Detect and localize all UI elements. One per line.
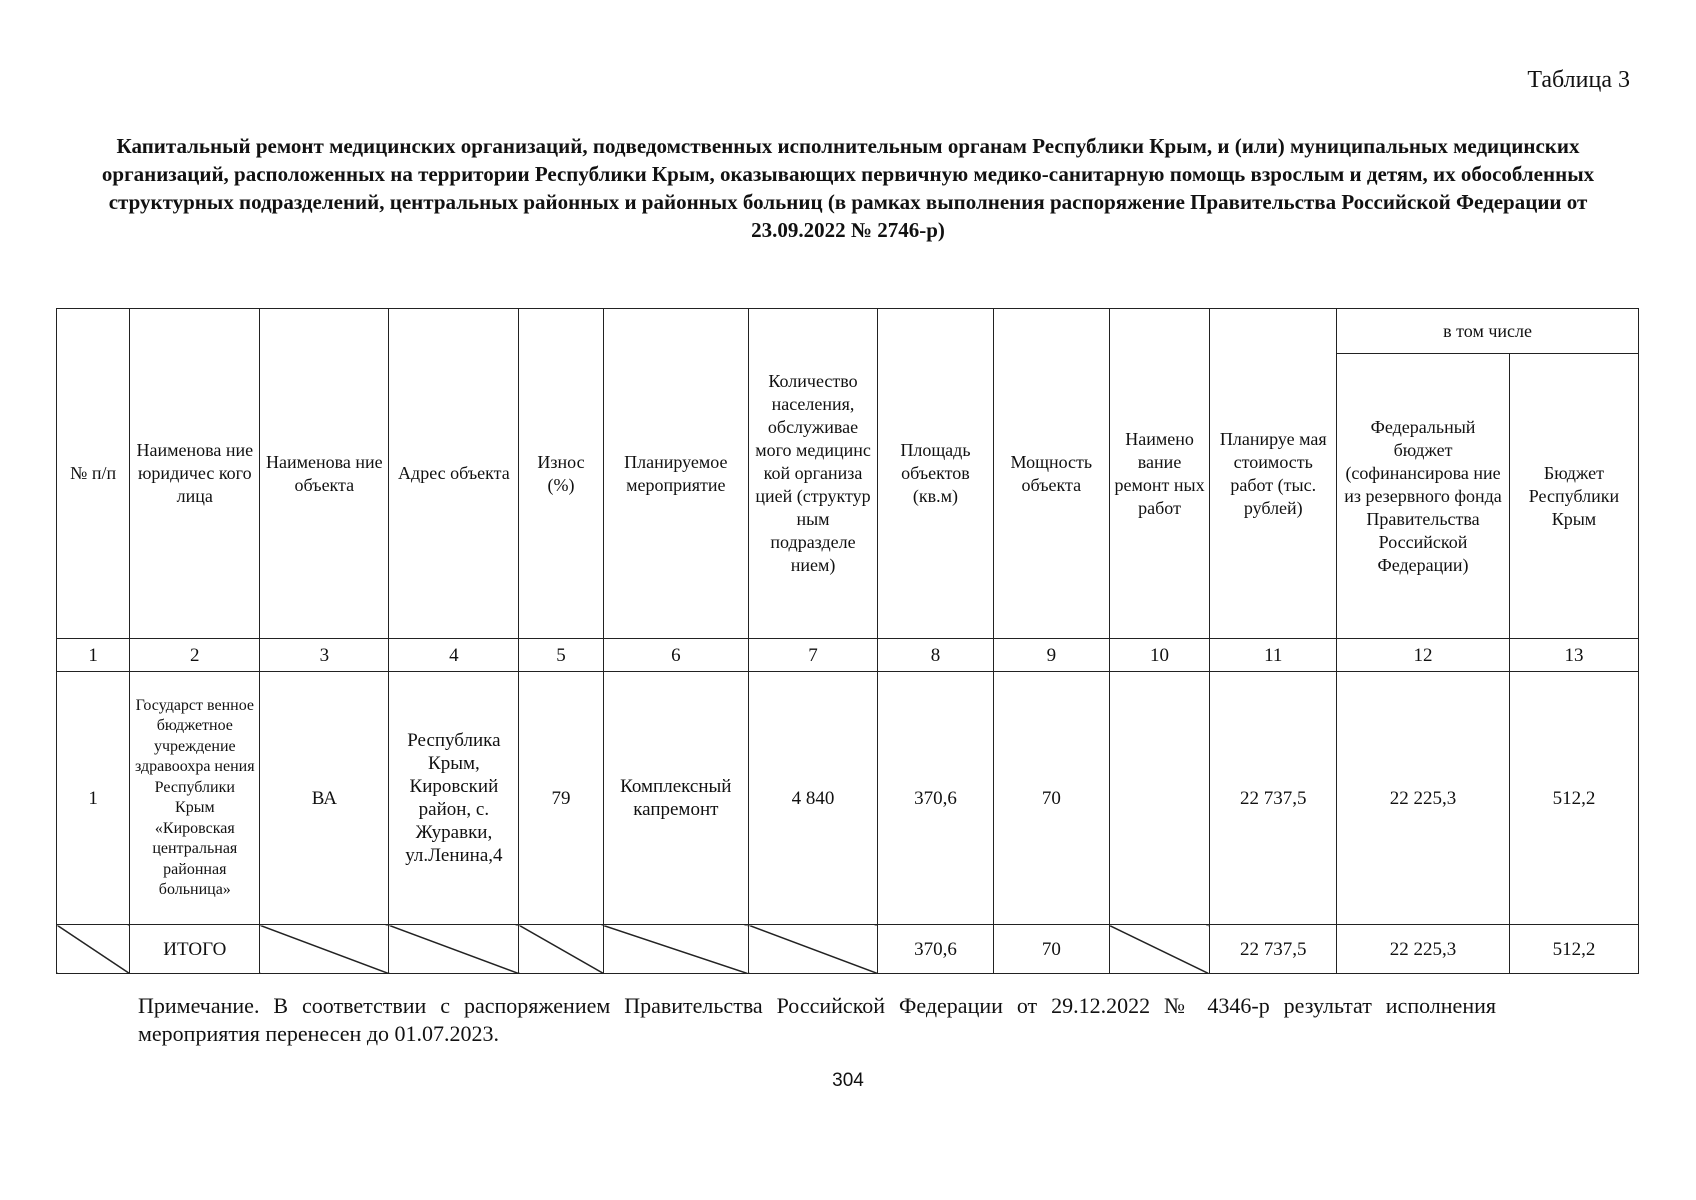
header-area: Площадь объектов (кв.м): [878, 309, 994, 639]
column-number: 4: [389, 639, 519, 672]
header-number: № п/п: [57, 309, 130, 639]
repair-name-cell: [1109, 672, 1210, 925]
total-label: ИТОГО: [130, 925, 260, 974]
total-cost: 22 737,5: [1210, 925, 1337, 974]
capacity-cell: 70: [993, 672, 1109, 925]
struck-cell: [519, 925, 603, 974]
regional-budget-cell: 512,2: [1509, 672, 1638, 925]
header-wear: Износ (%): [519, 309, 603, 639]
header-activity: Планируемое мероприятие: [603, 309, 748, 639]
header-regional-budget: Бюджет Республики Крым: [1509, 354, 1638, 639]
header-legal-entity: Наименова ние юридичес кого лица: [130, 309, 260, 639]
struck-cell: [57, 925, 130, 974]
row-number: 1: [57, 672, 130, 925]
capital-repair-table: [56, 308, 1639, 974]
header-population: Количество населения, обслуживае мого медицинс кой организа цией (структур ным подразделе нием): [749, 309, 878, 639]
header-repair-name: Наимено вание ремонт ных работ: [1109, 309, 1210, 639]
total-capacity: 70: [993, 925, 1109, 974]
column-number: 6: [603, 639, 748, 672]
population-cell: 4 840: [749, 672, 878, 925]
column-number: 2: [130, 639, 260, 672]
footnote: Примечание. В соответствии с распоряжением Правительства Российской Федерации от 29.12.2022 № 4346-р результат исполнения мероприятия перенесен до 01.07.2023.: [138, 993, 1496, 1046]
total-row: [57, 925, 1639, 974]
column-number: 5: [519, 639, 603, 672]
document-heading: Капитальный ремонт медицинских организаций, подведомственных исполнительным органам Республики Крым, и (или) муниципальных медицинских организаций, расположенных на территории Республики Крым, оказывающих первичную медико-санитарную помощь взрослым и детям, их обособленных структурных подразделений, центральных районных и районных больниц (в рамках выполнения распоряжение Правительства Российской Федерации от 23.09.2022 № 2746-р): [101, 134, 1595, 242]
table-label: Таблица 3: [1527, 67, 1630, 93]
column-number: 1: [57, 639, 130, 672]
struck-cell: [389, 925, 519, 974]
legal-entity-cell: Государст венное бюджетное учреждение здравоохра нения Республики Крым «Кировская центральная районная больница»: [130, 672, 260, 925]
area-cell: 370,6: [878, 672, 994, 925]
header-including-group: в том числе: [1337, 309, 1639, 354]
header-address: Адрес объекта: [389, 309, 519, 639]
header-cost: Планируе мая стоимость работ (тыс. рублей): [1210, 309, 1337, 639]
column-number: 7: [749, 639, 878, 672]
activity-cell: Комплексный капремонт: [603, 672, 748, 925]
total-federal-budget: 22 225,3: [1337, 925, 1510, 974]
table-row: [57, 672, 1639, 925]
struck-cell: [749, 925, 878, 974]
header-federal-budget: Федеральный бюджет (софинансирова ние из резервного фонда Правительства Российской Федерации): [1337, 354, 1510, 639]
column-number: 12: [1337, 639, 1510, 672]
federal-budget-cell: 22 225,3: [1337, 672, 1510, 925]
struck-cell: [260, 925, 389, 974]
address-cell: Республика Крым, Кировский район, с. Журавки, ул.Ленина,4: [389, 672, 519, 925]
header-capacity: Мощность объекта: [993, 309, 1109, 639]
wear-cell: 79: [519, 672, 603, 925]
object-name-cell: ВА: [260, 672, 389, 925]
header-object-name: Наименова ние объекта: [260, 309, 389, 639]
table-header-row: [57, 309, 1639, 354]
column-number: 11: [1210, 639, 1337, 672]
column-number: 10: [1109, 639, 1210, 672]
struck-cell: [1109, 925, 1210, 974]
column-number: 13: [1509, 639, 1638, 672]
column-number: 9: [993, 639, 1109, 672]
page-number: 304: [832, 1070, 864, 1091]
column-number: 3: [260, 639, 389, 672]
struck-cell: [603, 925, 748, 974]
total-regional-budget: 512,2: [1509, 925, 1638, 974]
column-number-row: [57, 639, 1639, 672]
total-area: 370,6: [878, 925, 994, 974]
column-number: 8: [878, 639, 994, 672]
cost-cell: 22 737,5: [1210, 672, 1337, 925]
